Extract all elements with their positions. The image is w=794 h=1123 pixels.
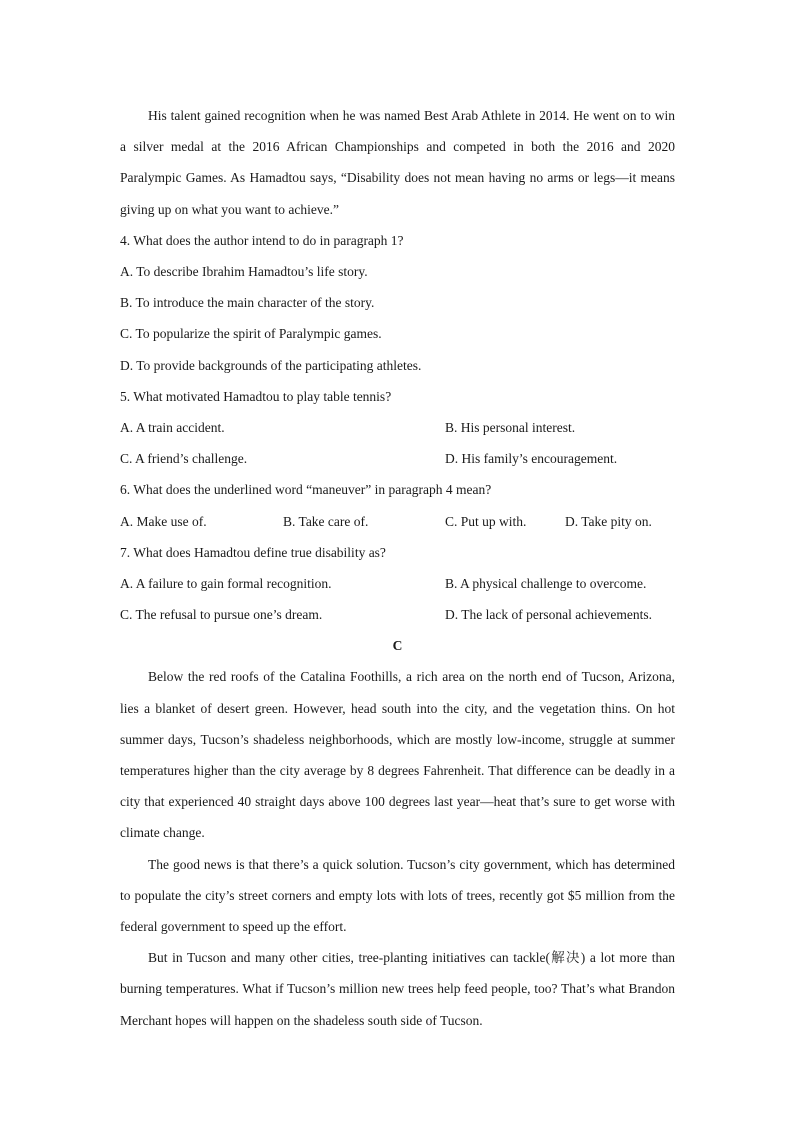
question-7-option-c: C. The refusal to pursue one’s dream.	[120, 607, 323, 623]
section-c-paragraph-2: The good news is that there’s a quick solution. Tucson’s city government, which has determined to populate the city’s street corners and empty lots with lots of trees, recently got $5 million from the federal government to speed up the effort.	[120, 856, 675, 935]
question-7-options-row-2	[120, 599, 675, 630]
question-4-option-a: A. To describe Ibrahim Hamadtou’s life story.	[120, 264, 368, 279]
passage-b-final-paragraph: His talent gained recognition when he was named Best Arab Athlete in 2014. He went on to win a silver medal at the 2016 African Championships and competed in both the 2016 and 2020 Paralympic Games. As Hamadtou says, “Disability does not mean having no arms or legs—it means giving up on what you want to achieve.”	[120, 108, 675, 217]
question-5-option-a: A. A train accident.	[120, 419, 225, 435]
question-6-option-a: A. Make use of.	[120, 513, 207, 529]
question-5-options-row-2	[120, 443, 675, 474]
question-6-option-c: C. Put up with.	[445, 513, 527, 529]
question-5-option-c: C. A friend’s challenge.	[120, 451, 248, 467]
question-4-option-c: C. To popularize the spirit of Paralympic games.	[120, 326, 382, 342]
section-c-title: C	[392, 638, 403, 654]
question-6-option-b: B. Take care of.	[283, 513, 369, 529]
question-6-stem: 6. What does the underlined word “maneuver” in paragraph 4 mean?	[120, 482, 492, 498]
question-4-option-b: B. To introduce the main character of the story.	[120, 295, 375, 311]
question-7-option-a: A. A failure to gain formal recognition.	[120, 575, 332, 591]
question-7-options-row-1	[120, 568, 675, 599]
question-4-stem: 4. What does the author intend to do in paragraph 1?	[120, 232, 404, 248]
section-c-paragraph-1: Below the red roofs of the Catalina Foothills, a rich area on the north end of Tucson, Arizona, lies a blanket of desert green. However, head south into the city, and the vegetation thins. On hot summer days, Tucson’s shadeless neighborhoods, which are mostly low-income, struggle at summer temperatures higher than the city average by 8 degrees Fahrenheit. That difference can be deadly in a city that experienced 40 straight days above 100 degrees last year—heat that’s sure to get worse with climate change.	[120, 669, 675, 841]
question-7-stem: 7. What does Hamadtou define true disability as?	[120, 544, 386, 560]
section-c-paragraph-3: But in Tucson and many other cities, tree-planting initiatives can tackle(解决) a lot more than burning temperatures. What if Tucson’s million new trees help feed people, too? That’s what Brandon Merchant hopes will happen on the shadeless south side of Tucson.	[120, 950, 675, 1028]
question-5-option-d: D. His family’s encouragement.	[445, 451, 618, 467]
document-page	[120, 100, 675, 1036]
question-5-stem: 5. What motivated Hamadtou to play table tennis?	[120, 388, 392, 404]
question-5-options-row-1	[120, 412, 675, 443]
question-6-option-d: D. Take pity on.	[565, 513, 652, 529]
question-5-option-b: B. His personal interest.	[445, 419, 576, 435]
question-4-option-d: D. To provide backgrounds of the participating athletes.	[120, 357, 422, 373]
question-6-options-row	[120, 506, 675, 537]
question-7-option-d: D. The lack of personal achievements.	[445, 607, 653, 623]
question-7-option-b: B. A physical challenge to overcome.	[445, 575, 647, 591]
